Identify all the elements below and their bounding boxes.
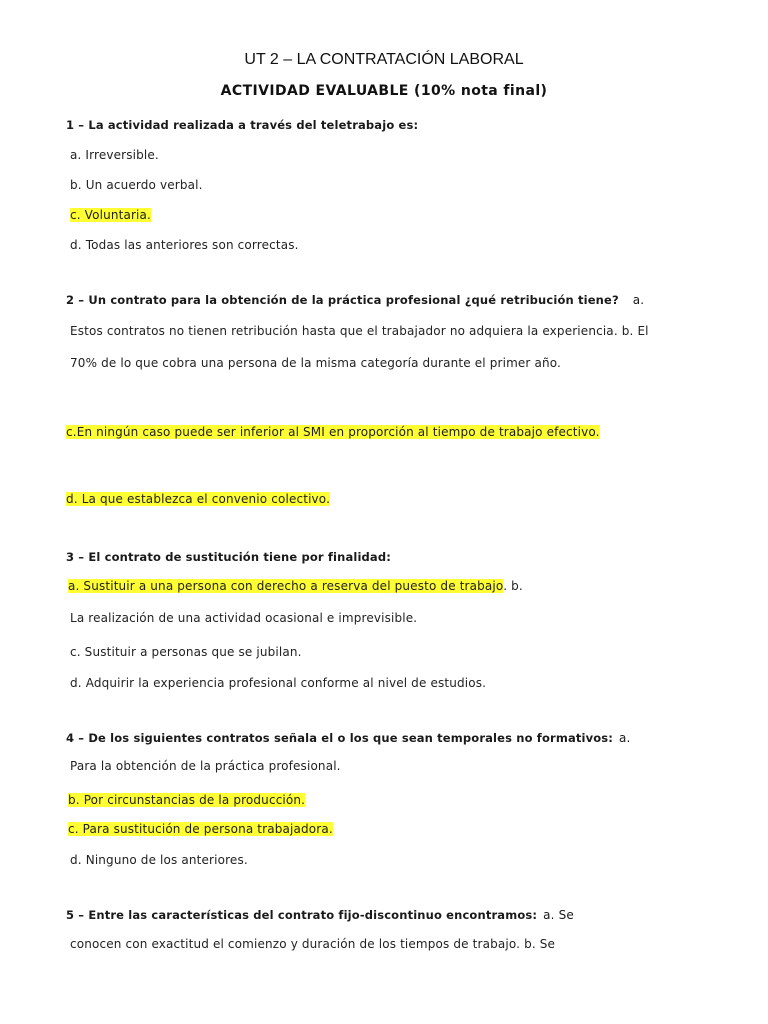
highlight: c. Para sustitución de persona trabajadora. [68, 822, 333, 836]
question-3: 3 – El contrato de sustitución tiene por finalidad: [66, 550, 391, 564]
q3-option-c: c. Sustituir a personas que se jubilan. [70, 645, 302, 659]
question-2 [66, 292, 644, 308]
question-4 [66, 730, 631, 746]
question-5-text: 5 – Entre las características del contrato fijo-discontinuo encontramos: [66, 908, 538, 922]
q5-option-a-start: a. Se [543, 908, 574, 922]
q4-option-c [68, 821, 333, 837]
highlight: d. La que establezca el convenio colectivo. [66, 492, 331, 506]
q2-option-c [66, 424, 600, 440]
q3-option-a [68, 578, 523, 594]
document-title: UT 2 – LA CONTRATACIÓN LABORAL [244, 51, 524, 68]
question-5 [66, 907, 574, 923]
q4-option-b [68, 792, 305, 808]
highlight: c.En ningún caso puede ser inferior al SMI en proporción al tiempo de trabajo efectivo. [66, 425, 600, 439]
document-subtitle: ACTIVIDAD EVALUABLE (10% nota final) [220, 83, 548, 99]
question-4-text: 4 – De los siguientes contratos señala el o los que sean temporales no formativos: [66, 731, 614, 745]
q3-option-a-tail: . b. [503, 579, 523, 593]
q2-line-2: Estos contratos no tienen retribución hasta que el trabajador no adquiera la experiencia. b. El [70, 324, 649, 338]
q4-option-d: d. Ninguno de los anteriores. [70, 853, 248, 867]
question-2-text: 2 – Un contrato para la obtención de la práctica profesional ¿qué retribución tiene? [66, 293, 619, 307]
q5-line-2: conocen con exactitud el comienzo y duración de los tiempos de trabajo. b. Se [70, 937, 556, 951]
q4-option-a-start: a. [619, 731, 631, 745]
q1-option-a: a. Irreversible. [70, 148, 159, 162]
highlight: b. Por circunstancias de la producción. [68, 793, 306, 807]
highlight: c. Voluntaria. [70, 208, 151, 222]
q3-option-d: d. Adquirir la experiencia profesional conforme al nivel de estudios. [70, 676, 487, 690]
q1-option-c [70, 207, 151, 223]
q1-option-d: d. Todas las anteriores son correctas. [70, 238, 299, 252]
q2-option-d [66, 491, 330, 507]
q4-option-a: Para la obtención de la práctica profesional. [70, 759, 341, 773]
q2-option-a-start: a. [632, 293, 645, 307]
question-1: 1 – La actividad realizada a través del teletrabajo es: [66, 118, 419, 132]
q2-line-3: 70% de lo que cobra una persona de la misma categoría durante el primer año. [70, 356, 561, 370]
q1-option-b: b. Un acuerdo verbal. [70, 178, 203, 192]
q3-option-b: La realización de una actividad ocasional e imprevisible. [70, 611, 418, 625]
highlight: a. Sustituir a una persona con derecho a reserva del puesto de trabajo [68, 579, 504, 593]
